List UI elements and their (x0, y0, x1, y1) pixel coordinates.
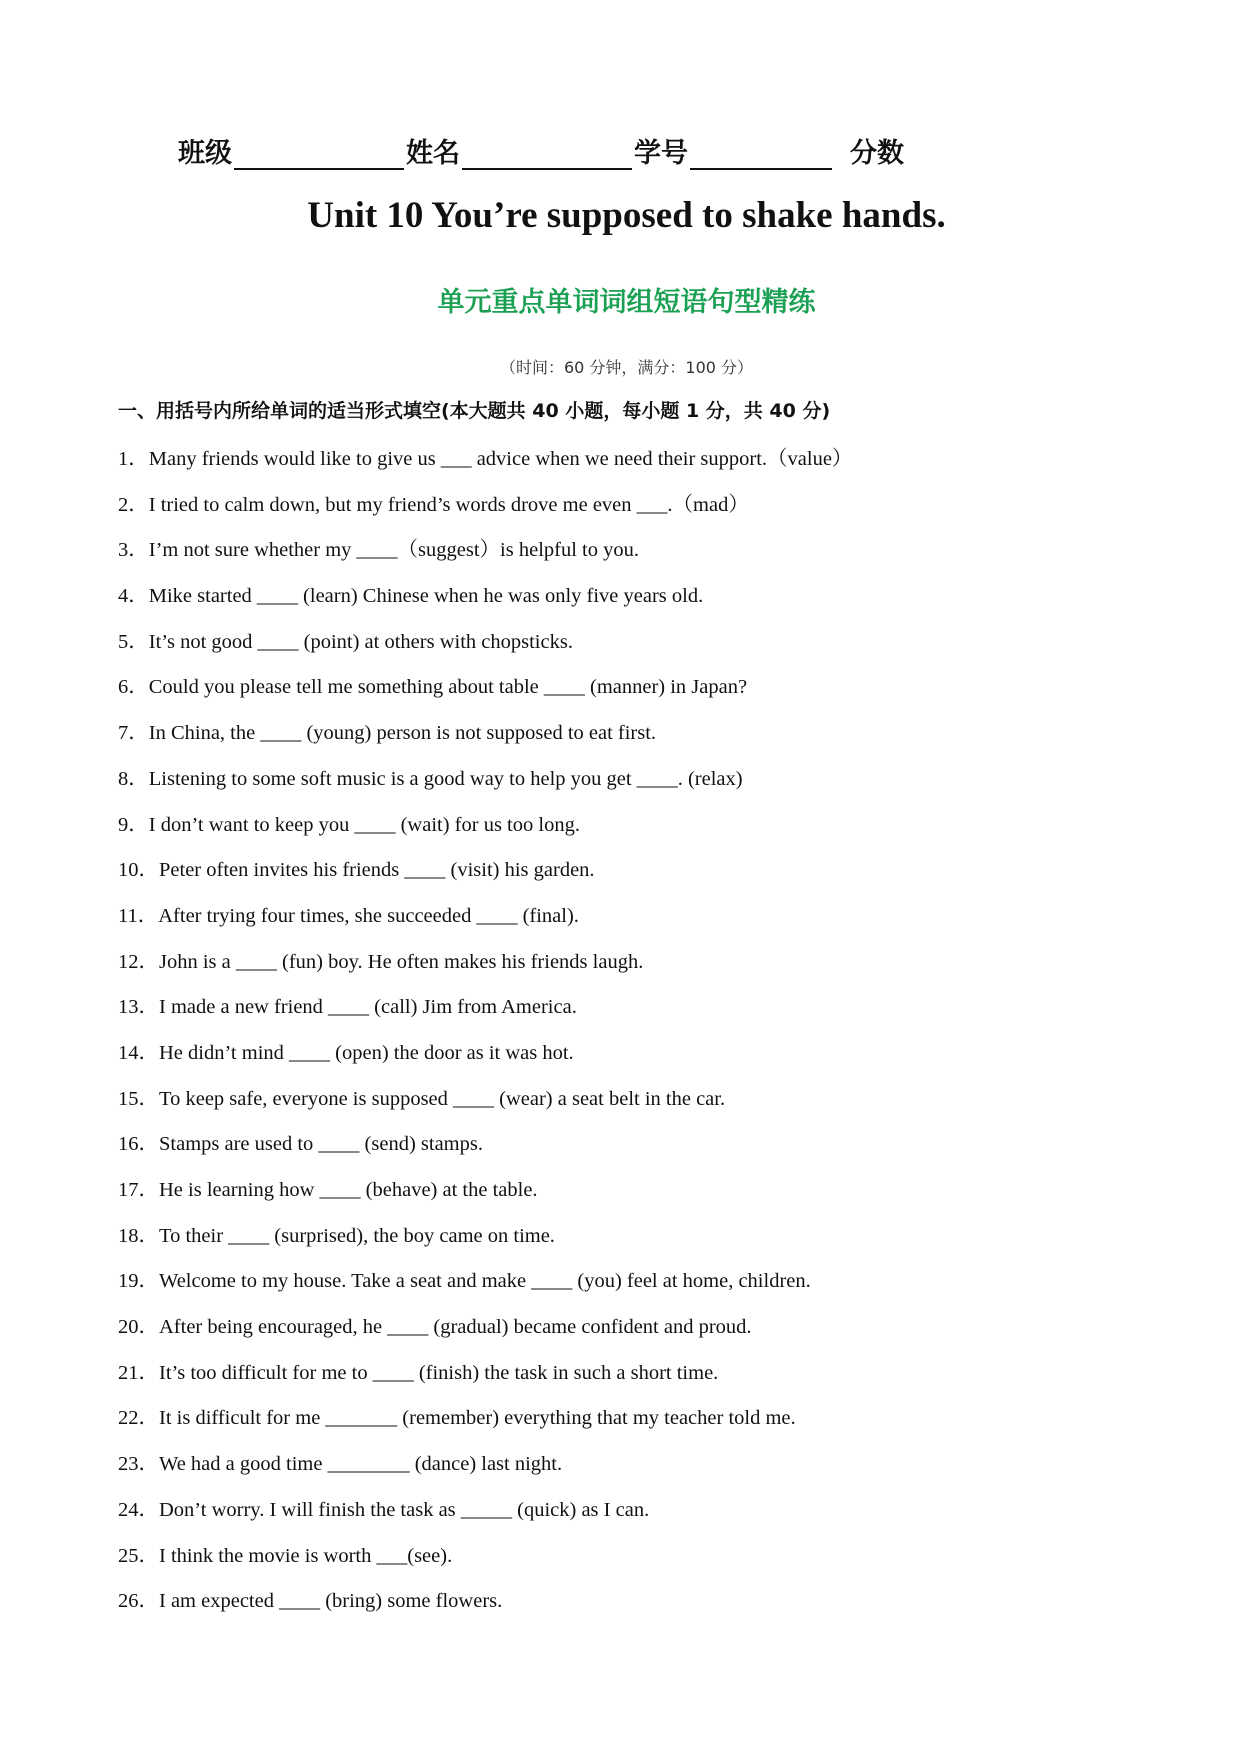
question-item (118, 1039, 1168, 1085)
name-blank (462, 138, 632, 170)
question-item (118, 1267, 1168, 1313)
question-text: It’s too difficult for me to ____ (finish) the task in such a short time. (159, 1361, 719, 1384)
question-item (118, 673, 1168, 719)
unit-subtitle: 单元重点单词词组短语句型精练 (437, 287, 816, 318)
question-text: Could you please tell me something about table ____ (manner) in Japan? (148, 676, 748, 699)
question-number: 20． (118, 1316, 159, 1339)
question-text: I don’t want to keep you ____ (wait) for us too long. (148, 813, 580, 836)
question-item (118, 536, 1168, 582)
question-text: After trying four times, she succeeded ____ (final). (158, 904, 579, 927)
question-text: Listening to some soft music is a good way to help you get ____. (relax) (148, 767, 743, 790)
class-label: 班级 (178, 138, 232, 169)
question-item (118, 1450, 1168, 1496)
question-item (118, 1587, 1168, 1633)
question-number: 26． (118, 1590, 159, 1613)
question-item (118, 856, 1168, 902)
question-number: 3． (118, 539, 149, 562)
question-number: 8． (118, 767, 149, 790)
question-item (118, 1313, 1168, 1359)
score-label: 分数 (850, 138, 904, 169)
question-number: 21． (118, 1361, 159, 1384)
question-item (118, 1359, 1168, 1405)
time-score-note: （时间：60 分钟，满分：100 分） (499, 358, 754, 377)
question-number: 14． (118, 1041, 159, 1064)
question-number: 9． (118, 813, 149, 836)
question-item (118, 902, 1168, 948)
question-text: It’s not good ____ (point) at others with chopsticks. (148, 630, 573, 653)
question-text: John is a ____ (fun) boy. He often makes his friends laugh. (159, 950, 644, 973)
question-number: 2． (118, 493, 149, 516)
question-item (118, 1496, 1168, 1542)
question-item (118, 491, 1168, 537)
question-text: I made a new friend ____ (call) Jim from America. (159, 996, 577, 1019)
question-number: 11． (118, 904, 159, 927)
question-text: It is difficult for me _______ (remember) everything that my teacher told me. (159, 1407, 796, 1430)
student-id-label: 学号 (634, 138, 688, 169)
question-item (118, 719, 1168, 765)
question-number: 10． (118, 859, 159, 882)
question-number: 7． (118, 722, 149, 745)
question-text: In China, the ____ (young) person is not supposed to eat first. (148, 722, 657, 745)
question-text: Welcome to my house. Take a seat and make ____ (you) feel at home, children. (159, 1270, 811, 1293)
question-number: 17． (118, 1179, 159, 1201)
question-text: I’m not sure whether my ____（suggest）is helpful to you. (148, 539, 639, 562)
question-item (118, 445, 1168, 491)
question-number: 15． (118, 1087, 159, 1110)
question-text: Many friends would like to give us ___ advice when we need their support.（value） (148, 448, 853, 470)
section-heading: 一、用括号内所给单词的适当形式填空(本大题共 40 小题，每小题 1 分，共 40 分) (118, 400, 831, 422)
question-text: Mike started ____ (learn) Chinese when he was only five years old. (148, 585, 704, 608)
question-number: 13． (118, 996, 159, 1019)
question-text: I think the movie is worth ___(see). (159, 1544, 453, 1567)
question-item (118, 1542, 1168, 1588)
question-number: 18． (118, 1224, 159, 1247)
question-item (118, 993, 1168, 1039)
question-number: 16． (118, 1133, 159, 1156)
question-item (118, 948, 1168, 994)
question-item (118, 1085, 1168, 1131)
student-id-blank (690, 138, 832, 170)
question-text: After being encouraged, he ____ (gradual) became confident and proud. (159, 1316, 752, 1339)
question-number: 23． (118, 1453, 159, 1476)
question-text: He didn’t mind ____ (open) the door as it was hot. (159, 1041, 574, 1064)
question-item (118, 765, 1168, 811)
question-text: I am expected ____ (bring) some flowers. (159, 1590, 503, 1613)
question-item (118, 1222, 1168, 1268)
question-text: To their ____ (surprised), the boy came on time. (159, 1224, 555, 1247)
question-text: To keep safe, everyone is supposed ____ (wear) a seat belt in the car. (159, 1087, 726, 1110)
question-item (118, 582, 1168, 628)
question-text: Peter often invites his friends ____ (visit) his garden. (159, 859, 595, 882)
question-number: 25． (118, 1544, 159, 1567)
name-label: 姓名 (406, 138, 460, 169)
question-number: 19． (118, 1270, 159, 1293)
student-info-line (178, 132, 904, 176)
question-number: 4． (118, 585, 149, 608)
question-item (118, 811, 1168, 857)
question-number: 24． (118, 1498, 159, 1521)
class-blank (234, 138, 404, 170)
question-item (118, 1176, 1168, 1222)
question-number: 6． (118, 676, 149, 699)
question-text: He is learning how ____ (behave) at the table. (159, 1179, 538, 1201)
question-item (118, 1404, 1168, 1450)
unit-title: Unit 10 You’re supposed to shake hands. (307, 195, 946, 236)
question-number: 5． (118, 630, 149, 653)
question-text: Don’t worry. I will finish the task as _____ (quick) as I can. (159, 1498, 650, 1521)
question-number: 1． (118, 448, 149, 470)
question-text: Stamps are used to ____ (send) stamps. (159, 1133, 483, 1156)
question-item (118, 628, 1168, 674)
question-item (118, 1130, 1168, 1176)
question-number: 12． (118, 950, 159, 973)
question-list (118, 445, 1168, 1633)
question-text: We had a good time ________ (dance) last night. (159, 1453, 563, 1476)
question-number: 22． (118, 1407, 159, 1430)
question-text: I tried to calm down, but my friend’s words drove me even ___.（mad） (148, 493, 749, 516)
